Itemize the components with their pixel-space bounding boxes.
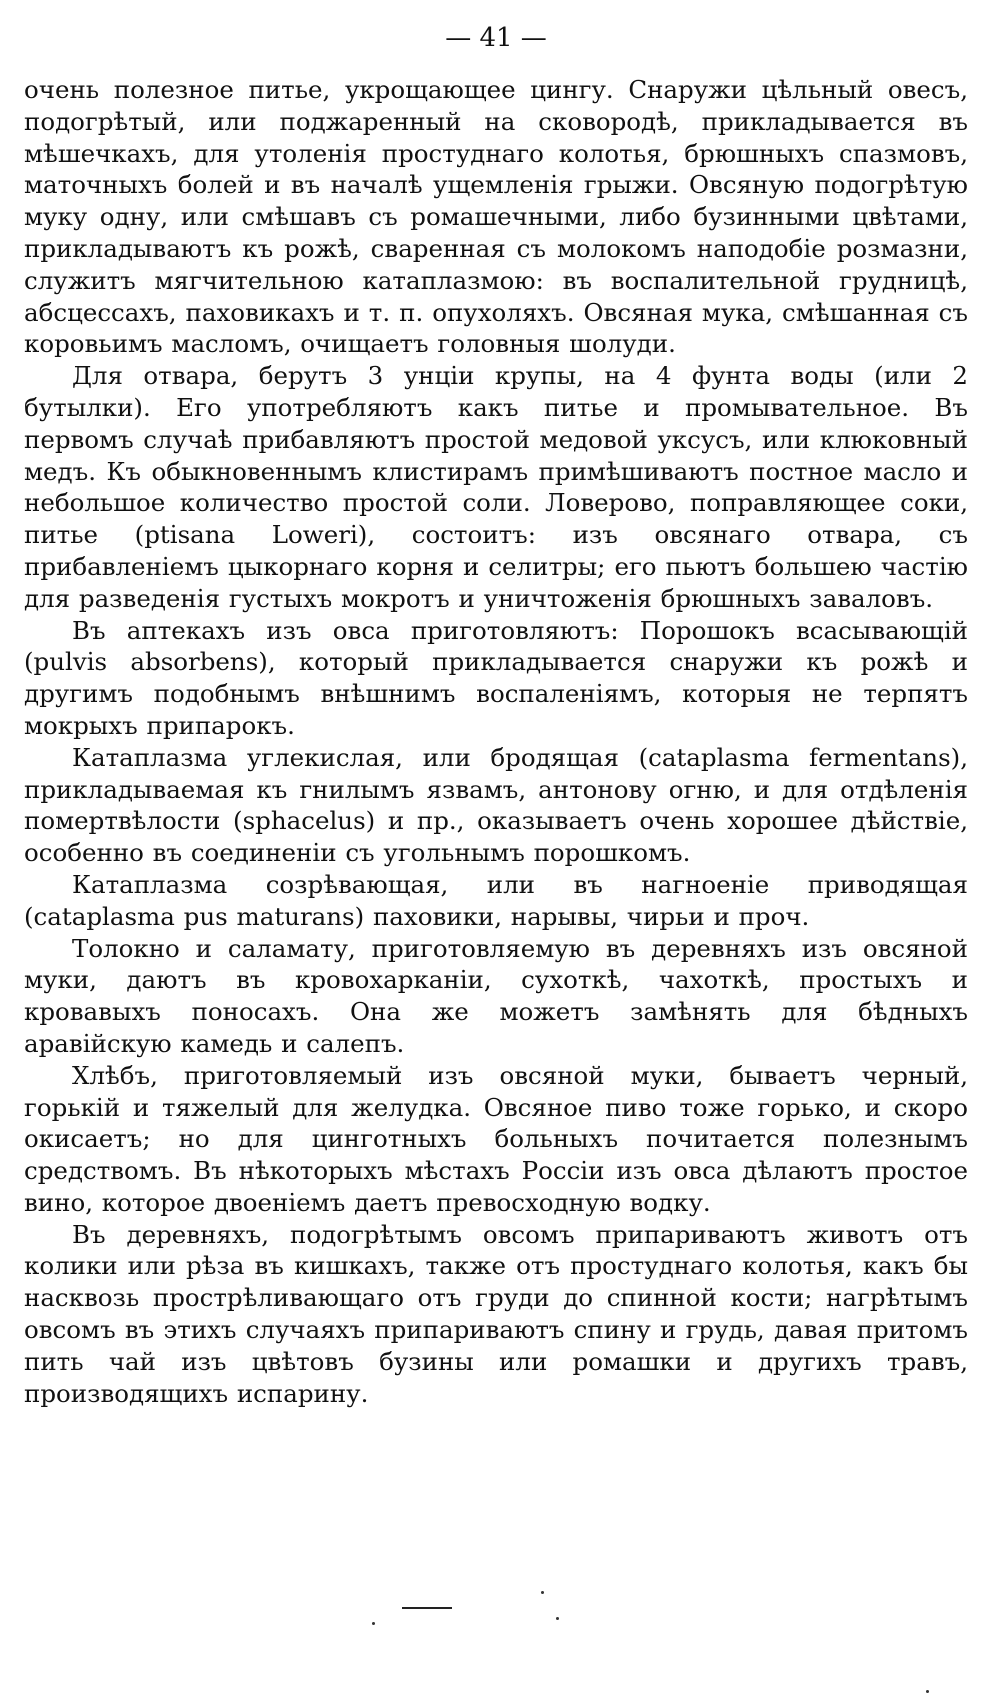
paragraph-7: Хлѣбъ, приготовляемый изъ овсяной муки, бываетъ черный, горькій и тяжелый для желудка. Овсяное пиво тоже горько, и скоро окисаетъ; но для цинготныхъ больныхъ почитается полезнымъ средствомъ. Въ нѣкоторыхъ мѣстахъ Россіи изъ овса дѣлаютъ простое вино, которое двоеніемъ даетъ превосходную водку. [24, 1060, 968, 1217]
paragraph-5: Катаплазма созрѣвающая, или въ нагноеніе приводящая (cataplasma pus maturans) паховики, нарывы, чирьи и проч. [24, 869, 968, 931]
paragraph-3: Въ аптекахъ изъ овса приготовляютъ: Порошокъ всасывающій (pulvis absorbens), который прикладывается снаружи къ рожѣ и другимъ подобнымъ внѣшнимъ воспаленіямъ, которыя не терпятъ мокрыхъ припарокъ. [24, 615, 968, 740]
print-speck [556, 1617, 559, 1620]
end-rule [402, 1607, 452, 1609]
page-number: — 41 — [445, 23, 547, 53]
print-speck [541, 1591, 544, 1594]
paragraph-4: Катаплазма углекислая, или бродящая (cataplasma fermentans), прикладываемая къ гнилымъ язвамъ, антонову огню, и для отдѣленія помертвѣлости (sphacelus) и пр., оказываетъ очень хорошее дѣйствіе, особенно въ соединеніи съ угольнымъ порошкомъ. [24, 742, 968, 868]
paragraph-1: очень полезное питье, укрощающее цингу. Снаружи цѣльный овесъ, подогрѣтый, или поджаренный на сковородѣ, прикладывается въ мѣшечкахъ, для утоленія простуднаго колотья, брюшныхъ спазмовъ, маточныхъ болей и въ началѣ ущемленія грыжи. Овсяную подогрѣтую муку одну, или смѣшавъ съ ромашечными, либо бузинными цвѣтами, прикладываютъ къ рожѣ, сваренная съ молокомъ наподобіе розмазни, служитъ мягчительною катаплазмою: въ воспалительной грудницѣ, абсцессахъ, паховикахъ и т. п. опухоляхъ. Овсяная мука, смѣшанная съ коровьимъ масломъ, очищаетъ головныя шолуди. [24, 75, 968, 359]
paragraph-2: Для отвара, берутъ 3 унціи крупы, на 4 фунта воды (или 2 бутылки). Его употребляютъ какъ питье и промывательное. Въ первомъ случаѣ прибавляютъ простой медовой уксусъ, или клюковный медъ. Къ обыкновеннымъ клистирамъ примѣшиваютъ постное масло и небольшое количество простой соли. Ловерово, поправляющее соки, питье (ptisana Loweri), состоитъ: изъ овсянаго отвара, съ прибавленіемъ цыкорнаго корня и селитры; его пьютъ большею частію для разведенія густыхъ мокротъ и уничтоженія брюшныхъ заваловъ. [24, 361, 968, 613]
paragraph-6: Толокно и саламату, приготовляемую въ деревняхъ изъ овсяной муки, даютъ въ кровохарканіи, сухоткѣ, чахоткѣ, простыхъ и кровавыхъ поносахъ. Она же можетъ замѣнять для бѣдныхъ аравійскую камедь и салепъ. [24, 933, 968, 1058]
print-speck [372, 1622, 375, 1625]
body-text [24, 74, 968, 1409]
print-speck [926, 1690, 929, 1693]
paragraph-8: Въ деревняхъ, подогрѣтымъ овсомъ припариваютъ животъ отъ колики или рѣза въ кишкахъ, также отъ простуднаго колотья, какъ бы насквозь прострѣливающаго отъ груди до спинной кости; нагрѣтымъ овсомъ въ этихъ случаяхъ припариваютъ спину и грудь, давая притомъ пить чай изъ цвѣтовъ бузины или ромашки и другихъ травъ, производящихъ испарину. [24, 1219, 968, 1408]
